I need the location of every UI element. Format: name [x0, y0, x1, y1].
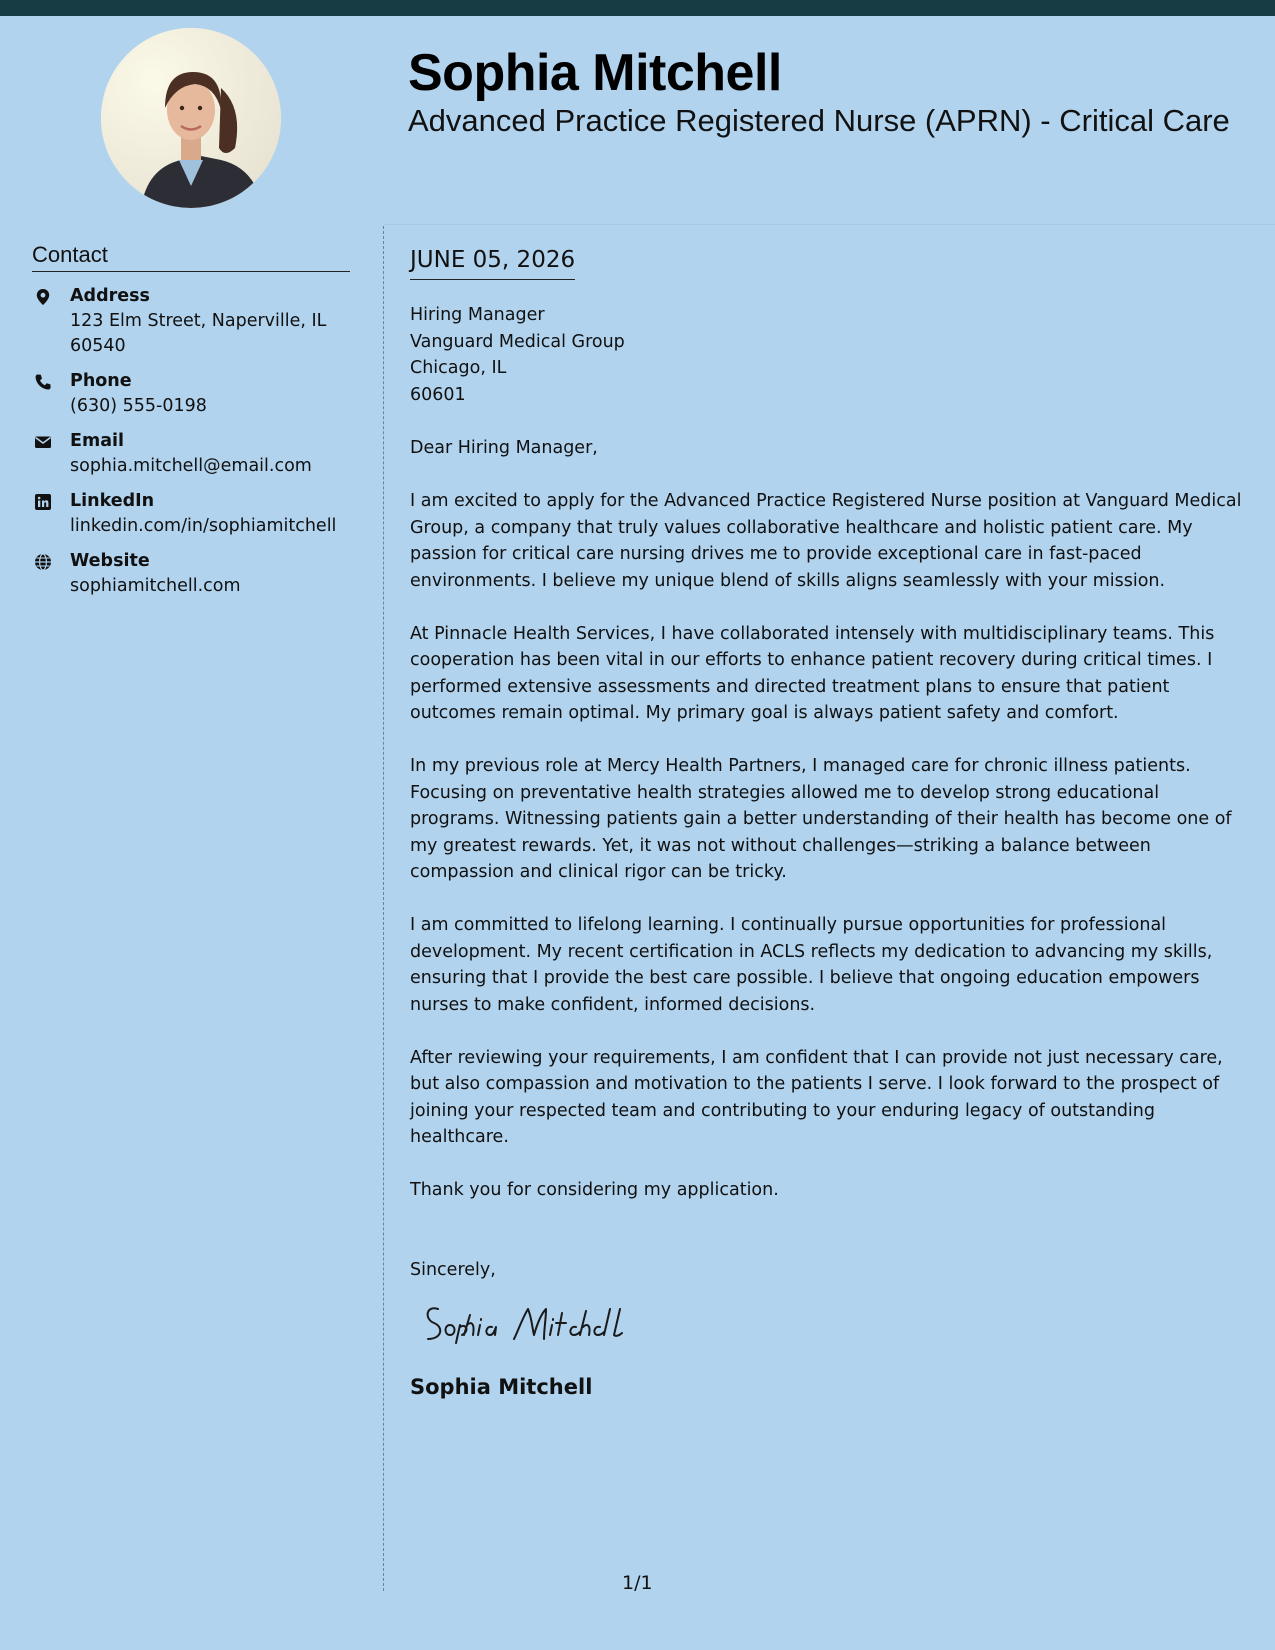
handwritten-signature	[418, 1295, 1250, 1351]
location-pin-icon	[34, 288, 52, 306]
contact-item-linkedin	[32, 489, 352, 539]
phone-value[interactable]: (630) 555-0198	[70, 396, 207, 416]
contact-label: LinkedIn	[70, 491, 155, 511]
contact-label: Phone	[70, 371, 132, 391]
contact-label: Website	[70, 551, 150, 571]
envelope-icon	[34, 433, 52, 451]
column-divider	[383, 226, 384, 1591]
recipient-line: Chicago, IL	[410, 358, 507, 378]
contact-item-email	[32, 429, 352, 479]
contact-label: Address	[70, 286, 150, 306]
website-value[interactable]: sophiamitchell.com	[70, 576, 241, 596]
contact-heading: Contact	[32, 240, 350, 272]
address-value: 123 Elm Street, Naperville, IL 60540	[70, 311, 327, 356]
globe-icon	[34, 553, 52, 571]
header-divider	[384, 224, 1275, 225]
phone-icon	[34, 373, 52, 391]
contact-item-phone	[32, 369, 352, 419]
page-number: 1/1	[622, 1572, 653, 1594]
body-paragraph: At Pinnacle Health Services, I have collaborated intensely with multidisciplinary teams. This cooperation has been vital in our efforts to enhance patient recovery during critical times. I performed extensive assessments and directed treatment plans to ensure that patient outcomes remain optimal. My primary goal is always patient safety and comfort.	[410, 623, 1215, 723]
contact-label: Email	[70, 431, 124, 451]
signer-name: Sophia Mitchell	[410, 1375, 593, 1399]
linkedin-value[interactable]: linkedin.com/in/sophiamitchell	[70, 516, 337, 536]
applicant-name: Sophia Mitchell	[408, 44, 782, 102]
top-accent-bar	[0, 0, 1275, 16]
body-paragraph: In my previous role at Mercy Health Partners, I managed care for chronic illness patients. Focusing on preventative health strategies allowed me to develop strong educational programs. Witnessing patients gain a better understanding of their health has become one of my greatest rewards. Yet, it was not without challenges—striking a balance between compassion and clinical rigor can be tricky.	[410, 756, 1232, 882]
body-paragraph: Thank you for considering my application.	[410, 1180, 779, 1200]
profile-photo	[101, 28, 281, 208]
body-paragraph: I am excited to apply for the Advanced Practice Registered Nurse position at Vanguard Medical Group, a company that truly values collaborative healthcare and holistic patient care. My passion for critical care nursing drives me to provide exceptional care in fast-paced environments. I believe my unique blend of skills aligns seamlessly with your mission.	[410, 491, 1242, 591]
body-paragraph: I am committed to lifelong learning. I continually pursue opportunities for professional development. My recent certification in ACLS reflects my dedication to advancing my skills, ensuring that I provide the best care possible. I believe that ongoing education empowers nurses to make confident, informed decisions.	[410, 915, 1213, 1015]
recipient-line: Hiring Manager	[410, 305, 545, 325]
salutation: Dear Hiring Manager,	[410, 438, 598, 458]
recipient-line: 60601	[410, 384, 466, 405]
contact-item-address	[32, 284, 352, 359]
recipient-line: Vanguard Medical Group	[410, 331, 625, 352]
email-value[interactable]: sophia.mitchell@email.com	[70, 456, 312, 476]
linkedin-icon	[34, 493, 52, 511]
recipient-block	[410, 302, 1250, 408]
letter-date: JUNE 05, 2026	[410, 244, 575, 280]
closing: Sincerely,	[410, 1259, 496, 1280]
contact-list	[32, 284, 352, 609]
body-paragraph: After reviewing your requirements, I am confident that I can provide not just necessary care, but also compassion and motivation to the patients I serve. I look forward to the prospect of joining your respected team and contributing to your enduring legacy of outstanding healthcare.	[410, 1047, 1223, 1147]
letter-body	[410, 244, 1250, 1401]
contact-item-website	[32, 549, 352, 599]
job-title: Advanced Practice Registered Nurse (APRN) - Critical Care	[408, 103, 1230, 138]
